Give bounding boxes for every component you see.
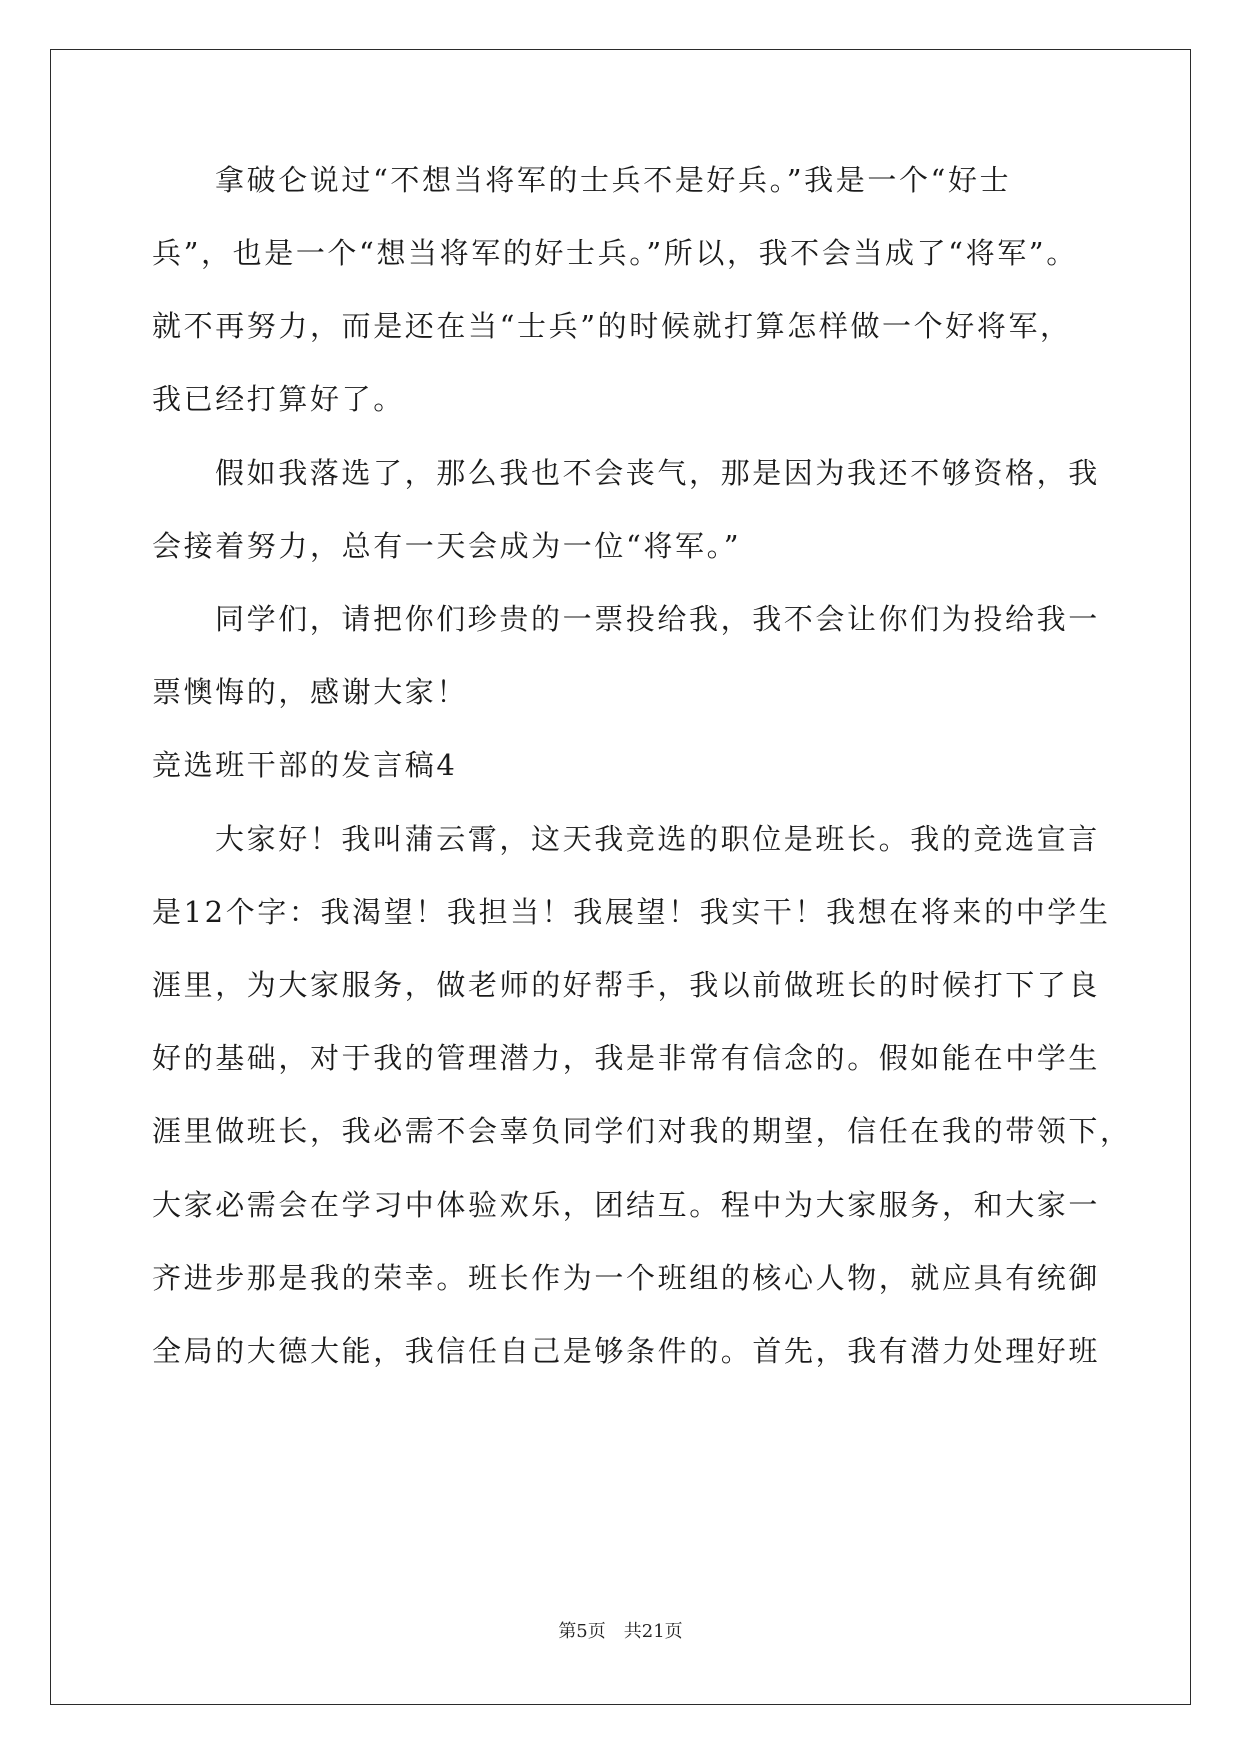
page-border xyxy=(50,49,1191,1705)
page-total: 共21页 xyxy=(623,1621,683,1642)
paragraph-line: 兵”，也是一个“想当将军的好士兵。”所以，我不会当成了“将军”。 xyxy=(152,236,1078,270)
paragraph-line: 齐进步那是我的荣幸。班长作为一个班组的核心人物，就应具有统御 xyxy=(152,1261,1101,1295)
paragraph-line: 全局的大德大能，我信任自己是够条件的。首先，我有潜力处理好班 xyxy=(152,1334,1101,1368)
paragraph-line: 会接着努力，总有一天会成为一位“将军。” xyxy=(152,529,742,563)
paragraph-line: 涯里做班长，我必需不会辜负同学们对我的期望，信任在我的带领下， xyxy=(152,1114,1132,1148)
paragraph-line: 涯里，为大家服务，做老师的好帮手，我以前做班长的时候打下了良 xyxy=(152,968,1101,1002)
paragraph-line: 同学们，请把你们珍贵的一票投给我，我不会让你们为投给我一 xyxy=(215,602,1100,636)
paragraph-line: 就不再努力，而是还在当“士兵”的时候就打算怎样做一个好将军， xyxy=(152,309,1072,343)
paragraph-line: 大家好！我叫蒲云霄，这天我竞选的职位是班长。我的竞选宣言 xyxy=(215,822,1100,856)
paragraph-line: 我已经打算好了。 xyxy=(152,382,405,416)
page-footer xyxy=(0,1617,1241,1643)
section-heading: 竞选班干部的发言稿4 xyxy=(152,748,458,782)
page-number: 第5页 xyxy=(558,1621,606,1642)
paragraph-line: 假如我落选了，那么我也不会丧气，那是因为我还不够资格，我 xyxy=(215,456,1100,490)
paragraph-line: 是12个字：我渴望！我担当！我展望！我实干！我想在将来的中学生 xyxy=(152,895,1111,929)
paragraph-line: 大家必需会在学习中体验欢乐，团结互。程中为大家服务，和大家一 xyxy=(152,1188,1101,1222)
paragraph-line: 拿破仑说过“不想当将军的士兵不是好兵。”我是一个“好士 xyxy=(215,163,1012,197)
paragraph-line: 好的基础，对于我的管理潜力，我是非常有信念的。假如能在中学生 xyxy=(152,1041,1101,1075)
paragraph-line: 票懊悔的，感谢大家！ xyxy=(152,675,469,709)
